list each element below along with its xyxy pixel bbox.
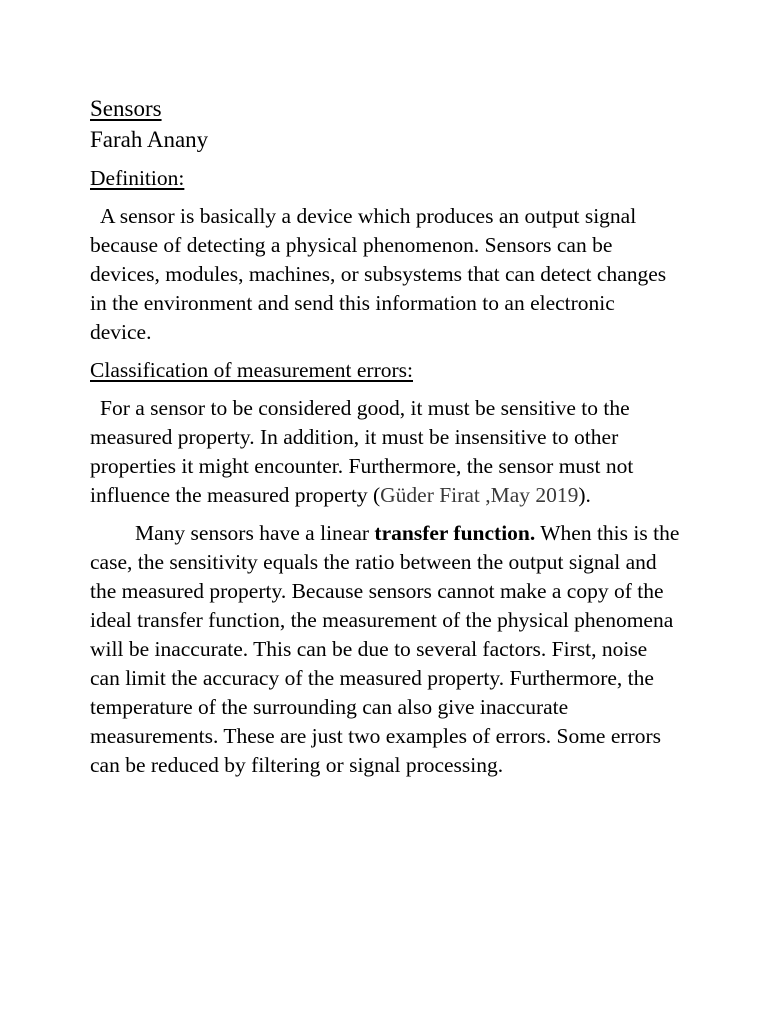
citation: Güder Firat ,May 2019 bbox=[380, 483, 579, 507]
transfer-function-term: transfer function. bbox=[374, 521, 536, 545]
transfer-paragraph-start: Many sensors have a linear bbox=[135, 521, 375, 545]
definition-heading: Definition: bbox=[90, 166, 185, 190]
classification-paragraph-end: ). bbox=[578, 483, 591, 507]
transfer-function-paragraph bbox=[90, 519, 680, 780]
document-title: Sensors bbox=[90, 96, 162, 121]
classification-heading: Classification of measurement errors: bbox=[90, 358, 413, 382]
document-page bbox=[90, 93, 680, 789]
definition-paragraph: A sensor is basically a device which produces an output signal because of detecting a physical phenomenon. Sensors can be devices, modules, machines, or subsystems that can detect changes in the environment and send this information to an electronic device. bbox=[90, 204, 667, 344]
classification-paragraph-text: For a sensor to be considered good, it must be sensitive to the measured property. In addition, it must be insensitive to other properties it might encounter. Furthermore, the sensor must not influence the measured property ( bbox=[90, 396, 634, 507]
document-author: Farah Anany bbox=[90, 127, 209, 152]
classification-paragraph bbox=[90, 394, 680, 510]
transfer-paragraph-rest: When this is the case, the sensitivity equals the ratio between the output signal and the measured property. Because sensors cannot make a copy of the ideal transfer function, the measurement of the physical phenomena will be inaccurate. This can be due to several factors. First, noise can limit the accuracy of the measured property. Furthermore, the temperature of the surrounding can also give inaccurate measurements. These are just two examples of errors. Some errors can be reduced by filtering or signal processing. bbox=[90, 521, 680, 777]
